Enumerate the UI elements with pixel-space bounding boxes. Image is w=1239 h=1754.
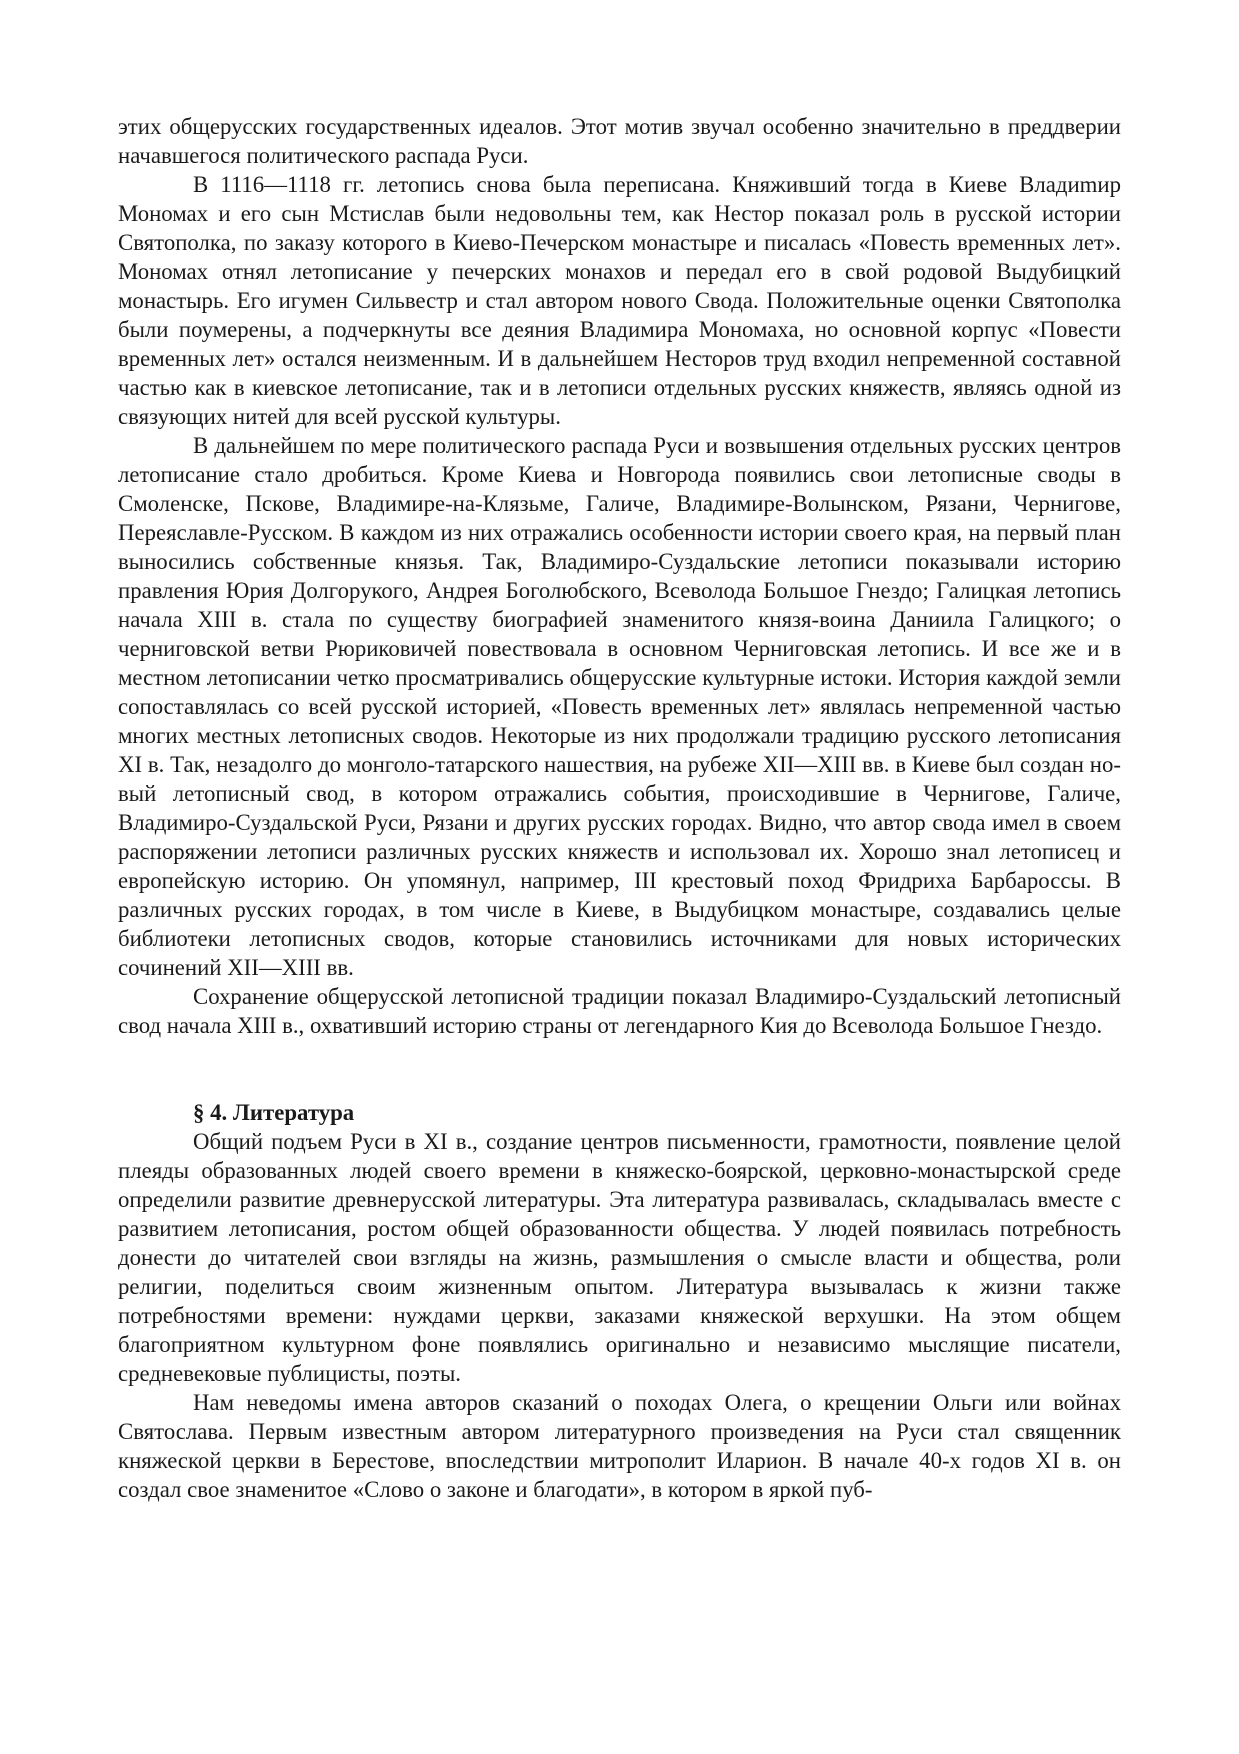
section-heading: § 4. Литература: [193, 1100, 355, 1125]
paragraph-chronicle-fragmentation: В дальнейшем по мере политического распада Руси и возвышения отдельных русских центров летописание стало дробиться. Кроме Киева и Новгорода появились свои летописные своды в Смоленске, Пскове, Владимире-на-Клязьме, Галиче, Владимире-Волынском, Рязани, Чернигове, Переяславле-Русском. В каждом из них отражались особенности истории своего края, на первый план выносились собственные князья. Так, Владимиро-Суздальские летописи показывали историю правления Юрия Долгорукого, Андрея Боголюбского, Всеволода Большое Гнездо; Галицкая летопись начала XIII в. стала по существу биографией знаменитого князя-воина Даниила Галицкого; о черниговской ветви Рюриковичей повествовала в основном Черниговская летопись. И все же и в местном летописании четко просматривались общерусские культурные истоки. История каждой земли сопоставлялась со всей русской историей, «Повесть временных лет» являлась непременной частью многих местных летописных сводов. Некоторые из них продолжали традицию русского летописания XI в. Так, незадолго до монголо-татарского нашествия, на рубеже XII—XIII вв. в Киеве был создан новый летописный свод, в котором отражались события, происходившие в Чернигове, Галиче, Владимиро-Суздальской Руси, Рязани и других русских городах. Видно, что автор свода имел в своем распоряжении летописи различных русских княжеств и использовал их. Хорошо знал летописец и европейскую историю. Он упомянул, например, III крестовый поход Фридриха Барбароссы. В различных русских городах, в том числе в Киеве, в Выдубицком монастыре, создавались целые библиотеки летописных сводов, которые становились источниками для новых исторических сочинений XII—XIII вв.: [118, 433, 1121, 980]
paragraph-chronicle-rewrite: В 1116—1118 гг. летопись снова была переписана. Княживший тогда в Киеве Владиmир Мономах и его сын Мстислав были недовольны тем, как Нестор показал роль в русской истории Святополка, по заказу которого в Киево-Печерском монастыре и писалась «Повесть временных лет». Мономах отнял летописание у печерских монахов и передал его в свой родовой Выдубицкий монастырь. Его игумен Сильвестр и стал автором нового Свода. Положительные оценки Святополка были поумерены, а подчеркнуты все деяния Владимира Мономаха, но основной корпус «Повести временных лет» остался неизменным. И в дальнейшем Несторов труд входил непременной составной частью как в киевское летописание, так и в летописи отдельных русских княжеств, являясь одной из связующих нитей для всей русской культуры.: [118, 172, 1121, 429]
paragraph-vladimir-suzdal-codex: Сохранение общерусской летописной традиции показал Владимиро-Суздальский летописный свод начала XIII в., охвативший историю страны от легендарного Кия до Всеволода Большое Гнездо.: [118, 984, 1121, 1038]
document-page: [118, 112, 1121, 1504]
paragraph-continuation: этих общерусских государственных идеалов. Этот мотив звучал особенно значительно в преддверии начавшегося политического распада Руси.: [118, 114, 1121, 168]
paragraph-first-authors: Нам неведомы имена авторов сказаний о походах Олега, о крещении Ольги или войнах Святослава. Первым известным автором литературного произведения на Руси стал священник княжеской церкви в Берестове, впоследствии митрополит Иларион. В начале 40-х годов XI в. он создал свое знаменитое «Слово о законе и благодати», в котором в яркой пуб-: [118, 1390, 1121, 1502]
paragraph-literature-intro: Общий подъем Руси в XI в., создание центров письменности, грамотности, появление целой плеяды образованных людей своего времени в княжеско-боярской, церковно-монастырской среде определили развитие древнерусской литературы. Эта литература развивалась, складывалась вместе с развитием летописания, ростом общей образованности общества. У людей появилась потребность донести до читателей свои взгляды на жизнь, размышления о смысле власти и общества, роли религии, поделиться своим жизненным опытом. Литература вызывалась к жизни также потребностями времени: нуждами церкви, заказами княжеской верхушки. На этом общем благоприятном культурном фоне появлялись оригинально и независимо мыслящие писатели, средневековые публицисты, поэты.: [118, 1129, 1121, 1386]
